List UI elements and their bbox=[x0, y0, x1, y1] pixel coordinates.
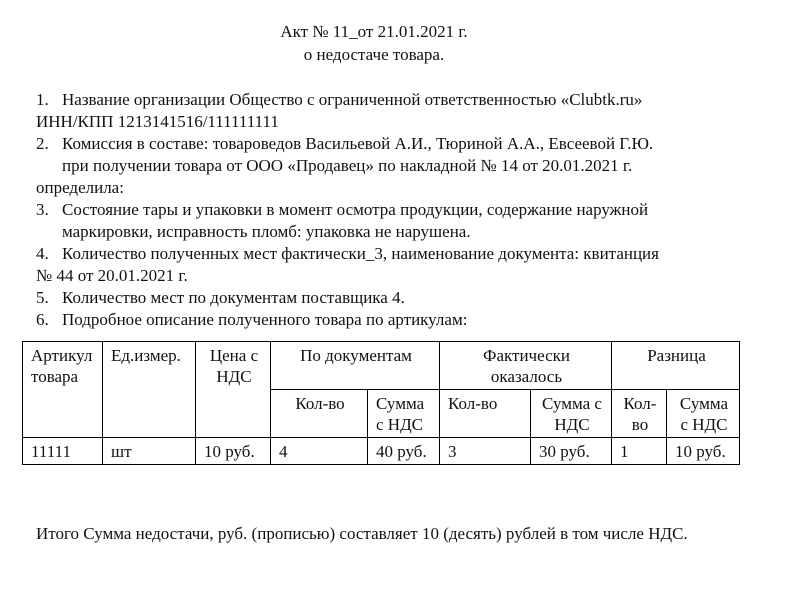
cell-diff-sum: 10 руб. bbox=[667, 438, 740, 465]
list-item bbox=[36, 89, 746, 111]
act-title: Акт № 11_от 21.01.2021 г. bbox=[280, 22, 468, 41]
item-text: Подробное описание полученного товара по артикулам: bbox=[62, 310, 468, 329]
header-doc-sum: Сумма с НДС bbox=[368, 390, 440, 438]
header-act-sum: Сумма с НДС bbox=[531, 390, 612, 438]
header-price: Цена с НДС bbox=[196, 342, 271, 438]
table-row bbox=[23, 438, 740, 465]
header-diff-qty: Кол-во bbox=[612, 390, 667, 438]
act-subtitle: о недостаче товара. bbox=[303, 45, 445, 64]
header-diff: Разница bbox=[612, 342, 740, 390]
header-article: Артикул товара bbox=[23, 342, 103, 438]
header-doc-qty: Кол-во bbox=[271, 390, 368, 438]
item-number: 5. bbox=[36, 288, 49, 307]
item-text: Комиссия в составе: товароведов Васильевой А.И., Тюриной А.А., Евсеевой Г.Ю. bbox=[62, 134, 654, 153]
item-number: 2. bbox=[36, 134, 49, 153]
item-continuation: № 44 от 20.01.2021 г. bbox=[36, 266, 188, 285]
list-item bbox=[36, 133, 746, 177]
cell-price: 10 руб. bbox=[196, 438, 271, 465]
list-item bbox=[36, 287, 746, 309]
item-text: определила: bbox=[36, 178, 124, 197]
cell-doc-sum: 40 руб. bbox=[368, 438, 440, 465]
item-number: 1. bbox=[36, 90, 49, 109]
item-continuation: ИНН/КПП 1213141516/111111111 bbox=[36, 112, 279, 131]
cell-act-sum: 30 руб. bbox=[531, 438, 612, 465]
header-unit: Ед.измер. bbox=[103, 342, 196, 438]
item-text: Название организации Общество с ограниченной ответственностью «Clubtk.ru» bbox=[62, 90, 643, 109]
items-list bbox=[36, 89, 746, 331]
header-actual: Фактически оказалось bbox=[440, 342, 612, 390]
goods-table bbox=[22, 341, 740, 465]
item-text: Количество полученных мест фактически_3, наименование документа: квитанция bbox=[62, 244, 659, 263]
cell-act-qty: 3 bbox=[440, 438, 531, 465]
cell-unit: шт bbox=[103, 438, 196, 465]
header-diff-sum: Сумма с НДС bbox=[667, 390, 740, 438]
item-number: 6. bbox=[36, 310, 49, 329]
item-text: Количество мест по документам поставщика 4. bbox=[62, 288, 405, 307]
cell-doc-qty: 4 bbox=[271, 438, 368, 465]
cell-diff-qty: 1 bbox=[612, 438, 667, 465]
list-item bbox=[36, 309, 746, 331]
table-header-row bbox=[23, 342, 740, 390]
item-text: при получении товара от ООО «Продавец» по накладной № 14 от 20.01.2021 г. bbox=[62, 156, 633, 175]
cell-article: 11111 bbox=[23, 438, 103, 465]
list-item bbox=[36, 199, 746, 243]
total-text: Итого Сумма недостачи, руб. (прописью) составляет 10 (десять) рублей в том числе НДС. bbox=[36, 524, 688, 543]
item-number: 4. bbox=[36, 244, 49, 263]
item-text: маркировки, исправность пломб: упаковка не нарушена. bbox=[62, 222, 471, 241]
header-by-docs: По документам bbox=[271, 342, 440, 390]
item-number: 3. bbox=[36, 200, 49, 219]
item-text: Состояние тары и упаковки в момент осмотра продукции, содержание наружной bbox=[62, 200, 649, 219]
header-act-qty: Кол-во bbox=[440, 390, 531, 438]
list-item bbox=[36, 243, 746, 265]
